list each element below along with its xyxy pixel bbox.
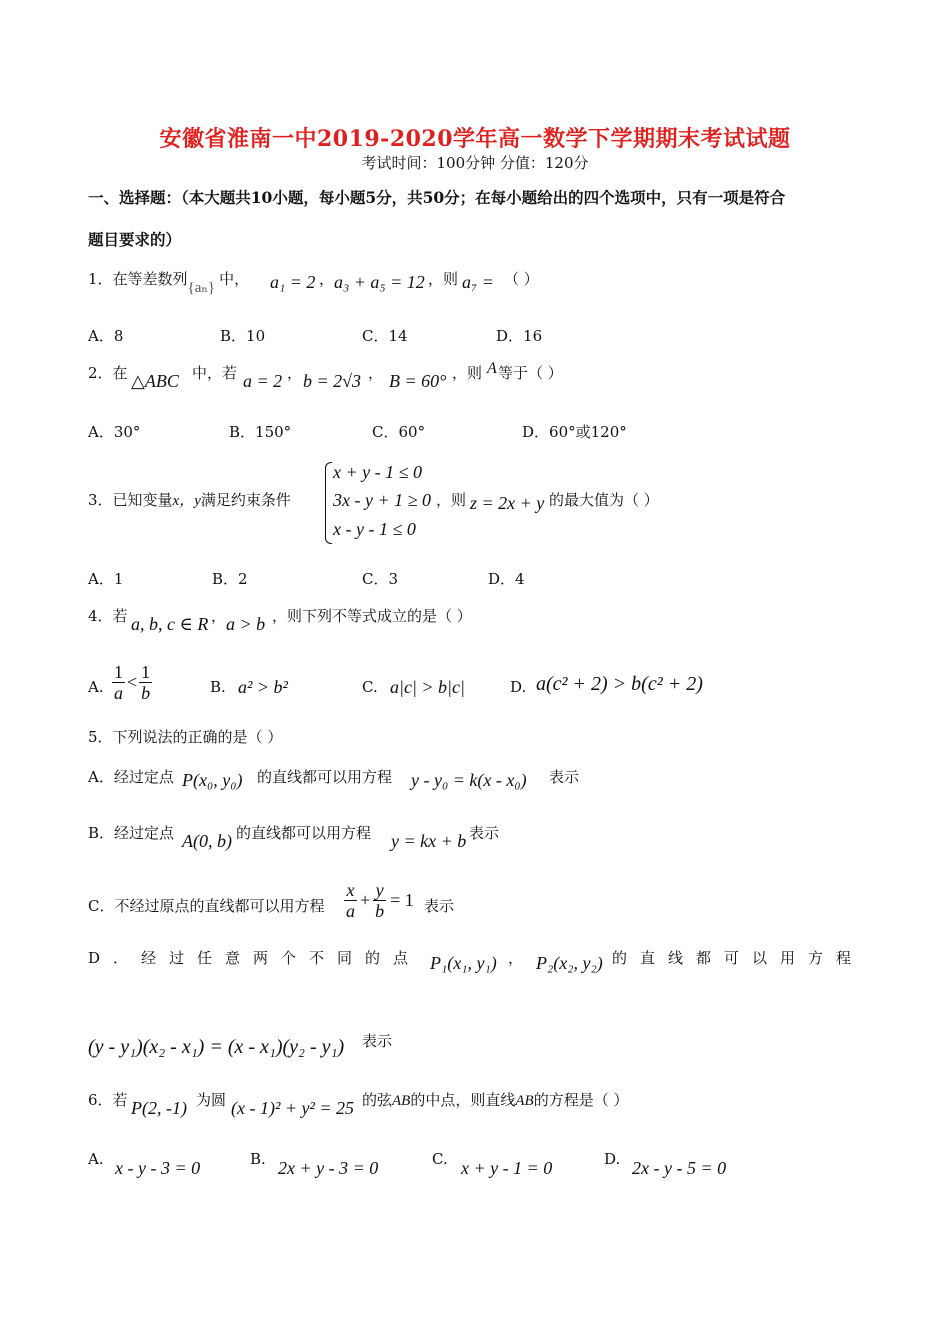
q5-d-point1: P₁(x₁, y₁) bbox=[430, 953, 497, 973]
q4-stem-a: 4．若 bbox=[88, 607, 128, 625]
q5-c-text: C．不经过原点的直线都可以用方程 bbox=[88, 897, 325, 915]
q4-a-rel: < bbox=[127, 672, 138, 692]
q2-option-a: A．30° bbox=[88, 423, 141, 441]
section-heading-line1: 一、选择题：（本大题共10小题，每小题5分，共50分；在每小题给出的四个选项中，只有一项是符合 bbox=[88, 188, 786, 207]
q4-label-d: D. bbox=[510, 678, 527, 696]
q1-stem-b: 中， bbox=[219, 270, 250, 288]
q1-stem-a: 1．在等差数列 bbox=[88, 270, 188, 288]
q4-comma: ， bbox=[211, 607, 227, 625]
q5-b-equation: y = kx + b bbox=[391, 831, 467, 851]
q4-stem-c: ，则下列不等式成立的是（ ） bbox=[272, 607, 472, 625]
q6-math-P: P(2, -1) bbox=[131, 1098, 187, 1118]
q6-option-b: 2x + y - 3 = 0 bbox=[278, 1158, 379, 1178]
q5-b-text2: 的直线都可以用方程 bbox=[236, 824, 372, 842]
q5-d-point2: P₂(x₂, y₂) bbox=[536, 953, 603, 973]
q2-math-a: a = 2 bbox=[243, 371, 283, 391]
q3-stem bbox=[88, 489, 291, 510]
q6-label-d: D. bbox=[604, 1150, 621, 1168]
q3-stem-e: 的最大值为（ ） bbox=[549, 491, 659, 509]
q3-option-b: B．2 bbox=[212, 570, 248, 588]
section-heading-line2: 题目要求的） bbox=[88, 230, 182, 249]
q1-then: ，则 bbox=[428, 270, 459, 288]
constraint-brace bbox=[325, 462, 332, 544]
q1-option-d: D．16 bbox=[496, 327, 543, 345]
q1-option-c: C．14 bbox=[362, 327, 408, 345]
q5-c-plus: + bbox=[360, 890, 371, 910]
q5-c-text2: 表示 bbox=[424, 897, 455, 915]
q4-math-abc: a, b, c ∈ R bbox=[131, 614, 209, 634]
q2-stem-a: 2．在 bbox=[88, 364, 128, 382]
q1-math-seq: {aₙ} bbox=[187, 280, 216, 296]
q2-math-B: B = 60° bbox=[389, 371, 447, 391]
q5-a-text3: 表示 bbox=[549, 768, 580, 786]
q4-a-den1: a bbox=[114, 683, 123, 703]
q2-math-A: A bbox=[487, 360, 497, 377]
q5-c-eq: = 1 bbox=[390, 890, 414, 910]
q1-option-b: B．10 bbox=[220, 327, 266, 345]
q2-math-b: b = 2√3 bbox=[303, 371, 362, 391]
q4-label-a: A. bbox=[88, 678, 104, 696]
q3-constraint-3: x - y - 1 ≤ 0 bbox=[333, 519, 416, 539]
q2-option-d: D．60°或120° bbox=[522, 423, 627, 441]
q6-line-AB: AB bbox=[515, 1093, 534, 1109]
q6-option-d: 2x - y - 5 = 0 bbox=[632, 1158, 727, 1178]
q2-option-c: C．60° bbox=[372, 423, 426, 441]
q5-stem: 5．下列说法的正确的是（ ） bbox=[88, 728, 283, 746]
q6-chord-AB: AB bbox=[392, 1093, 411, 1109]
q4-label-c: C. bbox=[362, 678, 378, 696]
q2-stem-f: 等于（ ） bbox=[498, 364, 563, 382]
q1-paren: （ ） bbox=[504, 270, 539, 288]
q4-math-agtb: a > b bbox=[226, 614, 266, 634]
q3-math-z: z = 2x + y bbox=[470, 493, 545, 513]
q5-c-fy: y bbox=[373, 880, 386, 901]
q2-stem-b: 中，若 bbox=[192, 364, 238, 382]
q3-option-c: C．3 bbox=[362, 570, 399, 588]
q1-comma: ， bbox=[319, 270, 335, 288]
q5-c-fx: x bbox=[344, 880, 357, 901]
q5-a-point: P(x₀, y₀) bbox=[182, 770, 243, 790]
q5-c-fb: b bbox=[375, 901, 385, 921]
q3-option-d: D．4 bbox=[488, 570, 525, 588]
q4-option-a bbox=[112, 662, 152, 703]
q6-label-b: B. bbox=[250, 1150, 266, 1168]
q5-a-text: A．经过定点 bbox=[88, 768, 174, 786]
q6-label-a: A. bbox=[88, 1150, 104, 1168]
q6-stem-b: 为圆 bbox=[196, 1091, 227, 1109]
q3-stem-c: 满足约束条件 bbox=[200, 491, 291, 509]
q1-stem bbox=[88, 268, 249, 297]
q5-d-text3: 表示 bbox=[362, 1032, 393, 1050]
q6-stem-g: 的方程是（ ） bbox=[533, 1091, 629, 1109]
q1-math-a7: a₇ = bbox=[462, 272, 494, 292]
q3-stem-d: ，则 bbox=[436, 491, 467, 509]
q4-label-b: B. bbox=[210, 678, 226, 696]
q2-math-triangle: △ABC bbox=[131, 371, 179, 391]
q5-b-text: B．经过定点 bbox=[88, 824, 175, 842]
q5-a-text2: 的直线都可以用方程 bbox=[257, 768, 393, 786]
q1-option-a: A．8 bbox=[88, 327, 124, 345]
q6-math-circle: (x - 1)² + y² = 25 bbox=[231, 1098, 355, 1118]
q3-stem-a: 3．已知变量 bbox=[88, 491, 173, 509]
q4-a-den2: b bbox=[141, 683, 151, 703]
q2-option-b: B．150° bbox=[229, 423, 292, 441]
q4-a-num2: 1 bbox=[141, 662, 151, 682]
exam-info: 考试时间：100分钟 分值：120分 bbox=[361, 154, 589, 172]
q5-d-equation: (y - y₁)(x₂ - x₁) = (x - x₁)(y₂ - y₁) bbox=[88, 1036, 345, 1058]
q5-a-equation: y - y₀ = k(x - x₀) bbox=[411, 770, 527, 790]
q6-stem-c bbox=[362, 1089, 628, 1110]
q1-math-a1: a₁ = 2 bbox=[270, 272, 316, 292]
q4-option-b: a² > b² bbox=[238, 677, 288, 697]
q4-option-c: a|c| > b|c| bbox=[390, 677, 465, 697]
q6-option-a: x - y - 3 = 0 bbox=[115, 1158, 201, 1178]
q6-stem-a: 6．若 bbox=[88, 1091, 128, 1109]
q6-stem-e: 的中点，则直线 bbox=[410, 1091, 516, 1109]
q4-option-d: a(c² + 2) > b(c² + 2) bbox=[536, 673, 703, 695]
q2-stem-e: ，则 bbox=[452, 364, 483, 382]
page-title: 安徽省淮南一中2019-2020学年高一数学下学期期末考试试题 bbox=[159, 126, 791, 152]
q5-d-text2: 的直线都可以用方程 bbox=[612, 949, 865, 967]
q1-math-sum: a₃ + a₅ = 12 bbox=[334, 272, 425, 292]
q3-option-a: A．1 bbox=[88, 570, 124, 588]
q2-comma1: ， bbox=[287, 364, 303, 382]
q4-a-num1: 1 bbox=[114, 662, 123, 682]
q3-constraint-2: 3x - y + 1 ≥ 0 bbox=[333, 490, 431, 510]
q6-stem-c-text: 的弦 bbox=[362, 1091, 393, 1109]
q5-d-comma: ， bbox=[508, 949, 524, 967]
q2-comma2: ， bbox=[368, 364, 384, 382]
q5-d-text: D．经过任意两个不同的点 bbox=[88, 949, 422, 967]
q3-constraint-1: x + y - 1 ≤ 0 bbox=[333, 462, 422, 482]
q5-c-fa: a bbox=[346, 901, 355, 921]
q6-label-c: C. bbox=[432, 1150, 448, 1168]
q3-vars: x，y bbox=[172, 493, 201, 509]
q5-b-text3: 表示 bbox=[469, 824, 500, 842]
q5-c-equation bbox=[344, 880, 414, 921]
q5-b-point: A(0, b) bbox=[182, 831, 232, 851]
q6-option-c: x + y - 1 = 0 bbox=[461, 1158, 553, 1178]
